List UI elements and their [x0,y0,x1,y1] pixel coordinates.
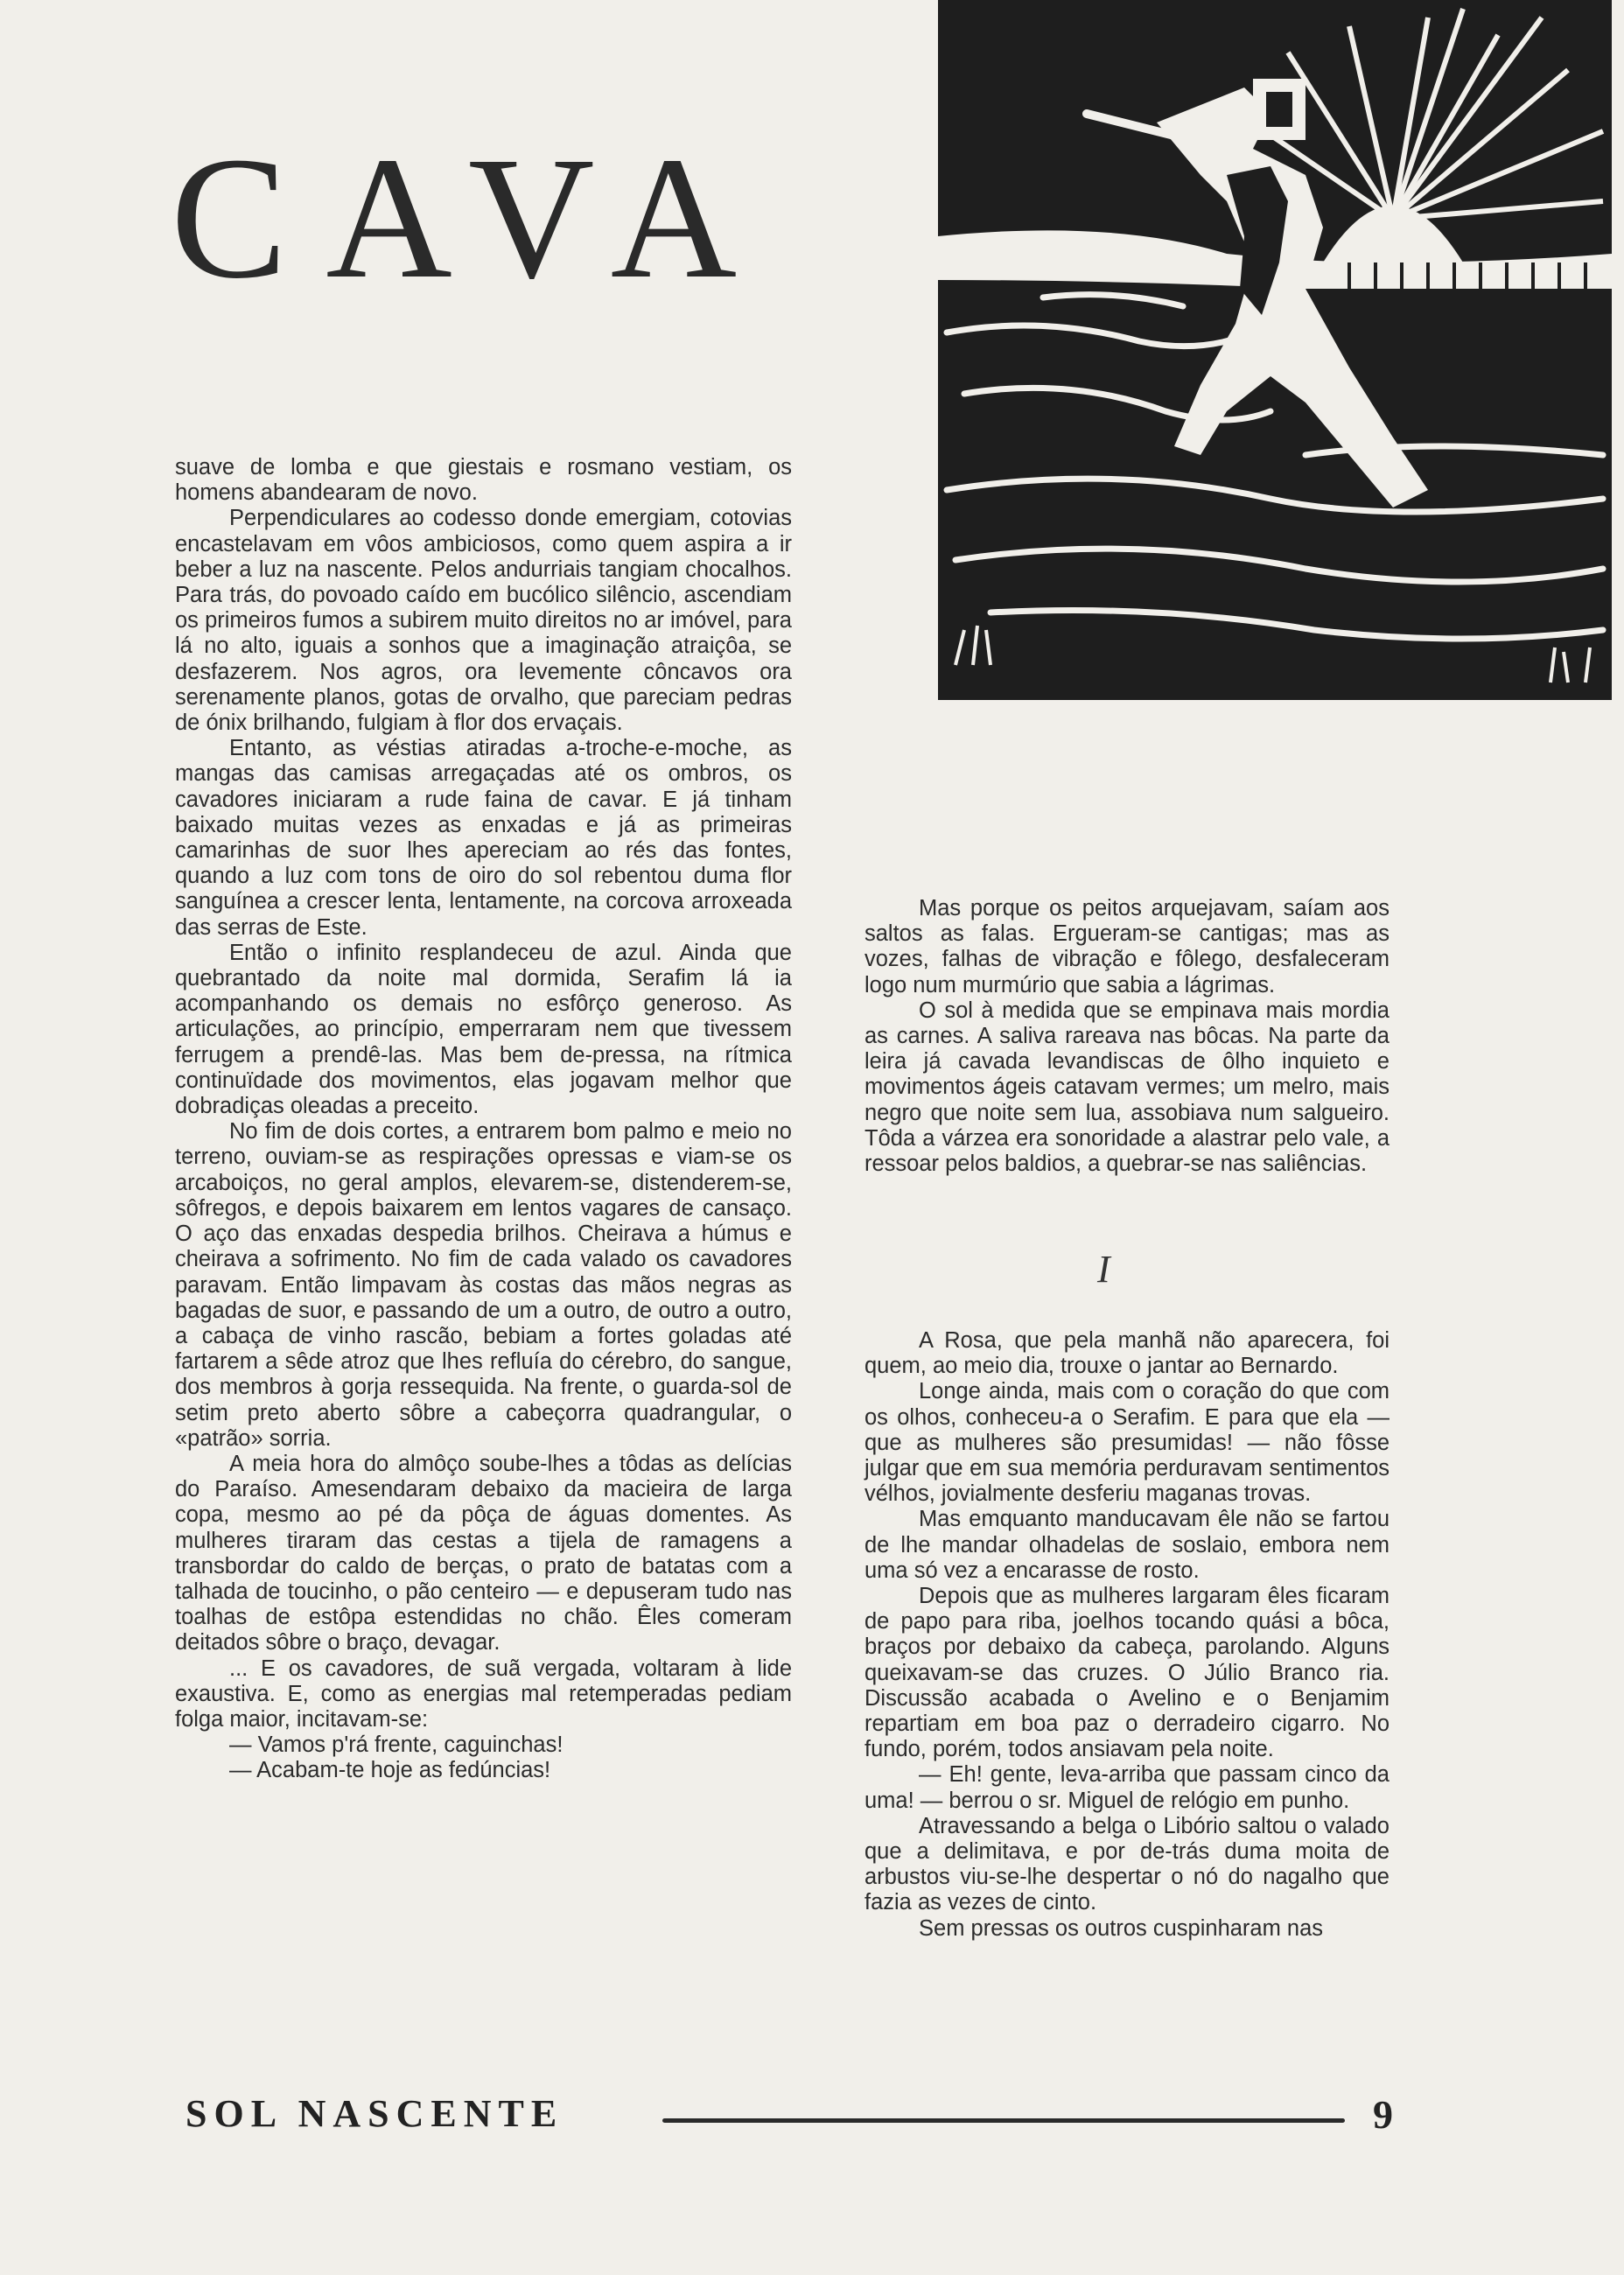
paragraph: Longe ainda, mais com o coração do que com os olhos, conheceu-a o Serafim. E para que ela — que as mulheres são presumidas! — não fôsse julgar que em sua memória perduravam sentimentos vélhos, jovialmente desferiu maganas trovas. [864,1379,1390,1507]
paragraph: Sem pressas os outros cuspinharam nas [919,1915,1324,1941]
paragraph: Entanto, as véstias atiradas a-troche-e-moche, as mangas das camisas arregaçadas até os ombros, os cavadores iniciaram a rude faina de cavar. E já tinham baixado muitas vezes as enxadas e já as primeiras camarinhas de suor lhes apereciam ao rés das fontes, quando a luz com tons de oiro do sol rebentou duma flor sanguínea a crescer lenta, lentamente, na corcova arroxeada das serras de Este. [175,736,792,940]
section-mark: I [1097,1248,1110,1291]
page-footer [186,2091,1393,2144]
paragraph: No fim de dois cortes, a entrarem bom palmo e meio no terreno, ouviam-se as respirações opressas e viam-se os arcaboiços, no geral amplos, elevarem-se, distenderem-se, sôfregos, e depois baixarem em lentos vagares de cansaço. O aço das enxadas despedia brilhos. Cheirava a húmus e cheirava a sofrimento. No fim de cada valado os cavadores paravam. Então limpavam às costas das mãos negras as bagadas de suor, e passando de um a outro, de outro a outro, a cabaça de vinho rascão, bebiam a fortes goladas até fartarem a sêde atroz que lhes refluía do cérebro, do sangue, dos membros à gorja ressequida. Na frente, o guarda-sol de setim preto aberto sôbre a cabeçorra quadrangular, o «patrão» sorria. [175,1119,792,1451]
paragraph: Depois que as mulheres largaram êles ficaram de papo para riba, joelhos tocando quási a bôca, braços por debaixo da cabeça, parolando. Alguns queixavam-se das cruzes. O Júlio Branco ria. Discussão acabada o Avelino e o Benjamim repartiam em boa paz o derradeiro cigarro. No fundo, porém, todos ansiavam pela noite. [864,1584,1390,1762]
paragraph: ... E os cavadores, de suã vergada, voltaram à lide exaustiva. E, como as energias mal retemperadas pediam folga maior, incitavam-se: [175,1656,792,1732]
magazine-title: SOL NASCENTE [186,2092,564,2135]
paragraph: A Rosa, que pela manhã não aparecera, foi quem, ao meio dia, trouxe o jantar ao Bernardo. [864,1328,1390,1379]
paragraph: Então o infinito resplandeceu de azul. Ainda que quebrantado da noite mal dormida, Serafim lá ia acompanhando os demais no esfôrço generoso. As articulações, ao princípio, emperraram nem que tivessem ferrugem a prendê-las. Mas bem de-pressa, na rítmica continuïdade dos movimentos, elas jogavam melhor que dobradiças oleadas a preceito. [175,940,792,1119]
dialogue-line: — Acabam-te hoje as fedúncias! [229,1758,551,1783]
dialogue-line: — Vamos p'rá frente, caguinchas! [229,1732,564,1758]
woodcut-digger-sunrise-icon [938,0,1612,700]
page-number: 9 [1373,2092,1393,2137]
right-column-top [864,896,1390,1177]
paragraph: O sol à medida que se empinava mais mordia as carnes. A saliva rareava nas bôcas. Na parte da leira já cavada levandiscas de ôlho inquieto e movimentos ágeis catavam vermes; um melro, mais negro que noite sem lua, assobiava num salgueiro. Tôda a várzea era sonoridade a alastrar pelo vale, a ressoar pelos baldios, a quebrar-se nas saliências. [864,998,1390,1177]
left-column [175,455,792,1784]
right-column-bottom [864,1328,1390,1942]
paragraph: Mas porque os peitos arquejavam, saíam aos saltos as falas. Ergueram-se cantigas; mas as vozes, falhas de vibração e fôlego, desfaleceram logo num murmúrio que sabia a lágrimas. [864,896,1390,998]
paragraph: Atravessando a belga o Libório saltou o valado que a delimitava, e por de-trás duma moita de arbustos viu-se-lhe despertar o nó do nagalho que fazia as vezes de cinto. [864,1813,1390,1915]
dialogue-line: — Eh! gente, leva-arriba que passam cinco da uma! — berrou o sr. Miguel de relógio em punho. [864,1762,1390,1813]
article-title: CAVA [171,122,776,315]
paragraph: Mas emquanto manducavam êle não se fartou de lhe mandar olhadelas de soslaio, embora nem uma só vez a encarasse de rosto. [864,1507,1390,1583]
paragraph: A meia hora do almôço soube-lhes a tôdas as delícias do Paraíso. Amesendaram debaixo da macieira de larga copa, mesmo ao pé da pôça de águas domentes. As mulheres tiraram das cestas a tijela de ramagens a transbordar do caldo de berças, o prato de batatas com a talhada de toucinho, o pão centeiro — e depuseram tudo nas toalhas de estôpa estendidas no chão. Êles comeram deitados sôbre o braço, devagar. [175,1451,792,1656]
paragraph: suave de lomba e que giestais e rosmano vestiam, os homens abandearam de novo. [175,455,792,506]
paragraph: Perpendiculares ao codesso donde emergiam, cotovias encastelavam em vôos ambiciosos, como quem aspira a ir beber a luz na nascente. Pelos andurriais tangiam chocalhos. Para trás, do povoado caído em bucólico silêncio, ascendiam os primeiros fumos a subirem muito direitos no ar imóvel, para lá no alto, iguais a sonhos que a imaginação atraiçôa, se desfazerem. Nos agros, ora levemente côncavos ora serenamente planos, gotas de orvalho, que pareciam pedras de ónix brilhando, fulgiam à flor dos ervaçais. [175,506,792,736]
footer-rule [662,2118,1345,2123]
